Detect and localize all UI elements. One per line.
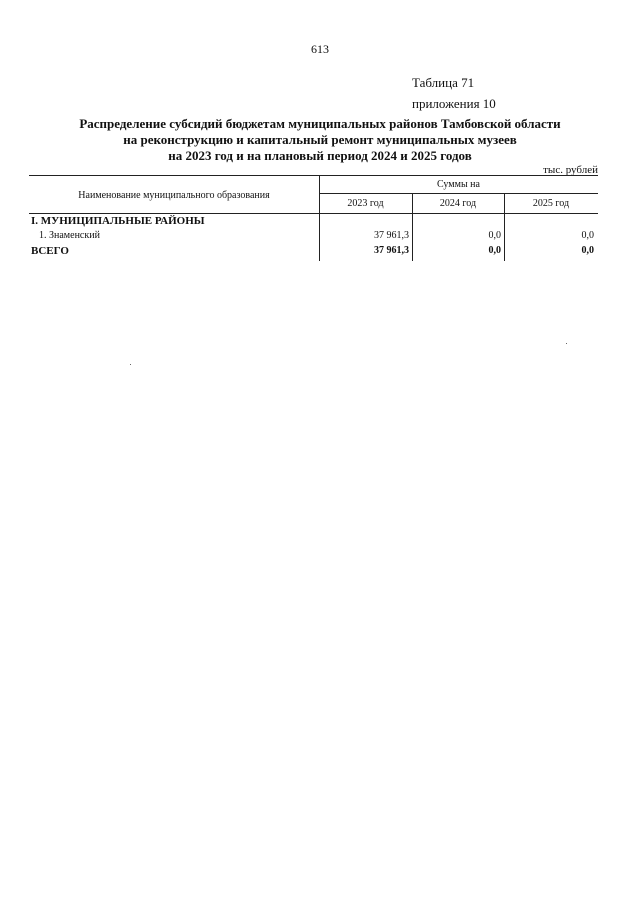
total-value-2023: 37 961,3 — [374, 245, 409, 256]
scan-speck — [130, 364, 131, 365]
appendix-ref: приложения 10 — [412, 96, 496, 111]
title-line-3: на 2023 год и на плановый период 2024 и 2025 годов — [168, 148, 472, 163]
table-top-border — [29, 175, 598, 176]
column-header-2023: 2023 год — [347, 198, 384, 209]
header-bottom-border — [29, 213, 598, 214]
scan-speck — [566, 343, 567, 344]
column-header-name: Наименование муниципального образования — [78, 190, 270, 201]
title-line-2: на реконструкцию и капитальный ремонт муниципальных музеев — [123, 132, 517, 147]
subsidy-table — [29, 175, 598, 261]
page-number: 613 — [311, 42, 329, 56]
group-header-divider — [319, 193, 598, 194]
row-value-2023: 37 961,3 — [374, 230, 409, 241]
units-label: тыс. рублей — [543, 164, 598, 176]
section-heading: I. МУНИЦИПАЛЬНЫЕ РАЙОНЫ — [31, 215, 205, 227]
title-line-1: Распределение субсидий бюджетам муниципальных районов Тамбовской области — [79, 116, 561, 131]
column-header-2024: 2024 год — [439, 198, 477, 209]
column-header-group: Суммы на — [437, 179, 480, 190]
total-label: ВСЕГО — [31, 245, 69, 257]
document-title — [40, 116, 600, 164]
column-header-2025: 2025 год — [532, 198, 570, 209]
table-ref: Таблица 71 — [412, 75, 475, 90]
row-name: 1. Знаменский — [39, 230, 100, 241]
row-value-2024: 0,0 — [488, 230, 501, 241]
row-value-2025: 0,0 — [581, 230, 594, 241]
total-value-2025: 0,0 — [581, 245, 594, 256]
total-value-2024: 0,0 — [488, 245, 501, 256]
